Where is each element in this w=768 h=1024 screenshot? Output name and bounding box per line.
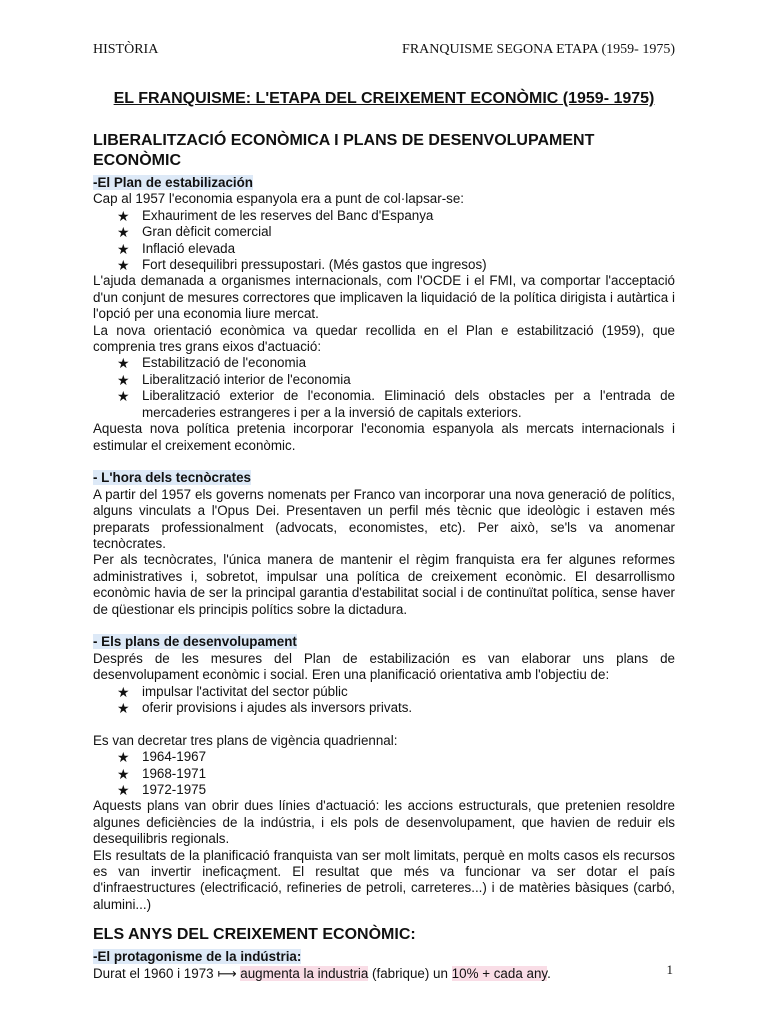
star-icon: ★ (117, 257, 130, 274)
paragraph: Els resultats de la planificació franquista van ser molt limitats, perquè en molts casos els recursos es van invertir ineficaçment. El resultat que més va funcionar va ser dotar el país d'infraestructures (electrificació, refineries de petroli, carreteres...) i de matèries bàsiques (carbó, alumini...) (93, 847, 675, 912)
paragraph: L'ajuda demanada a organismes internacionals, com l'OCDE i el FMI, va comportar l'acceptació d'un conjunt de mesures correctores que implicaven la liquidació de la política dirigista i autàrtica i l'opció per una economia liure mercat. (93, 273, 675, 322)
paragraph: La nova orientació econòmica va quedar recollida en el Plan e estabilització (1959), que comprenia tres grans eixos d'actuació: (93, 322, 675, 355)
list-item: ★ Exhauriment de les reserves del Banc d'Espanya (117, 207, 434, 224)
page-number: 1 (666, 962, 673, 977)
subtitle-plan-estabilizacion: -El Plan de estabilización (93, 175, 253, 190)
list-item: ★ Inflació elevada (117, 240, 236, 257)
list-item: ★ oferir provisions i ajudes als inversors privats. (117, 699, 413, 716)
list-item: ★ Liberalització exterior de l'economia. Eliminació dels obstacles per a l'entrada de mercaderies estrangeres i per a la inversió de capitals exteriors. (117, 388, 675, 420)
star-icon: ★ (117, 224, 130, 241)
header-right: FRANQUISME SEGONA ETAPA (1959- 1975) (402, 42, 675, 57)
document-title: EL FRANQUISME: L'ETAPA DEL CREIXEMENT ECONÒMIC (1959- 1975) (113, 90, 655, 107)
bullet-list (93, 749, 675, 798)
bullet-list (93, 208, 675, 274)
section-heading-creixement: ELS ANYS DEL CREIXEMENT ECONÒMIC: (93, 926, 416, 944)
star-icon: ★ (117, 781, 130, 798)
subtitle-plans-desenvolupament: - Els plans de desenvolupament (93, 634, 297, 650)
star-icon: ★ (117, 765, 130, 782)
section-heading-liberalitzacio: LIBERALITZACIÓ ECONÒMICA I PLANS DE DESENVOLUPAMENT ECONÒMIC (93, 132, 595, 169)
list-item: ★ Fort desequilibri pressupostari. (Més gastos que ingresos) (117, 257, 487, 274)
list-item: ★ 1968-1971 (117, 765, 207, 782)
paragraph: Cap al 1957 l'economia espanyola era a punt de col·lapsar-se: (93, 191, 465, 207)
paragraph: Aquesta nova política pretenia incorporar l'economia espanyola als mercats internacionals i estimular el creixement econòmic. (93, 421, 675, 453)
star-icon: ★ (117, 240, 130, 257)
page-header (93, 42, 675, 58)
paragraph: Per als tecnòcrates, l'única manera de mantenir el règim franquista era fer algunes reformes administratives i, sobretot, impulsar una política de creixement econòmic. El desarrollismo econòmic havia de ser la principal garantia d'estabilitat social i de continuïtat política, sense haver de qüestionar els principis polítics sobre la dictadura. (93, 552, 675, 617)
star-icon: ★ (117, 683, 130, 700)
list-item: ★ impulsar l'activitat del sector públic (117, 683, 348, 700)
highlight-percent: 10% + cada any (451, 965, 548, 981)
document-body (93, 131, 675, 982)
header-left: HISTÒRIA (93, 42, 159, 57)
subtitle-protagonisme-industria: -El protagonisme de la indústria: (93, 949, 302, 965)
subtitle-tecnocrates: - L'hora dels tecnòcrates (93, 470, 251, 486)
paragraph: A partir del 1957 els governs nomenats per Franco van incorporar una nova generació de polítics, alguns vinculats a l'Opus Dei. Presentaven un perfil més tècnic que ideològic i estaven més preparats professionalment (advocats, economistes, etc). Per això, se'ls va anomenar tecnòcrates. (93, 486, 675, 551)
star-icon: ★ (117, 749, 130, 766)
highlight-industria: augmenta la industria (240, 965, 369, 981)
list-item: ★ 1972-1975 (117, 781, 207, 798)
paragraph: Es van decretar tres plans de vigència quadriennal: (93, 732, 398, 748)
list-item: ★ Liberalització interior de l'economia (117, 371, 351, 388)
list-item: ★ Gran dèficit comercial (117, 224, 272, 241)
paragraph: Després de les mesures del Plan de estabilización es van elaborar uns plans de desenvolupament econòmic i social. Eren una planificació orientativa amb l'objectiu de: (93, 650, 675, 683)
list-item: ★ Estabilització de l'economia (117, 355, 307, 372)
list-item: ★ 1964-1967 (117, 749, 207, 766)
star-icon: ★ (117, 388, 130, 405)
bullet-list (93, 355, 675, 421)
star-icon: ★ (117, 207, 130, 224)
paragraph: Aquests plans van obrir dues línies d'actuació: les accions estructurals, que pretenien resoldre algunes deficiències de la indústria, i els pols de desenvolupament, que havien de reduir els desequilibris regionals. (93, 798, 675, 847)
star-icon: ★ (117, 371, 130, 388)
paragraph: Durat el 1960 i 1973 ⟼ augmenta la industria (fabrique) un 10% + cada any. (93, 965, 551, 981)
star-icon: ★ (117, 699, 130, 716)
star-icon: ★ (117, 355, 130, 372)
bullet-list (93, 684, 675, 717)
